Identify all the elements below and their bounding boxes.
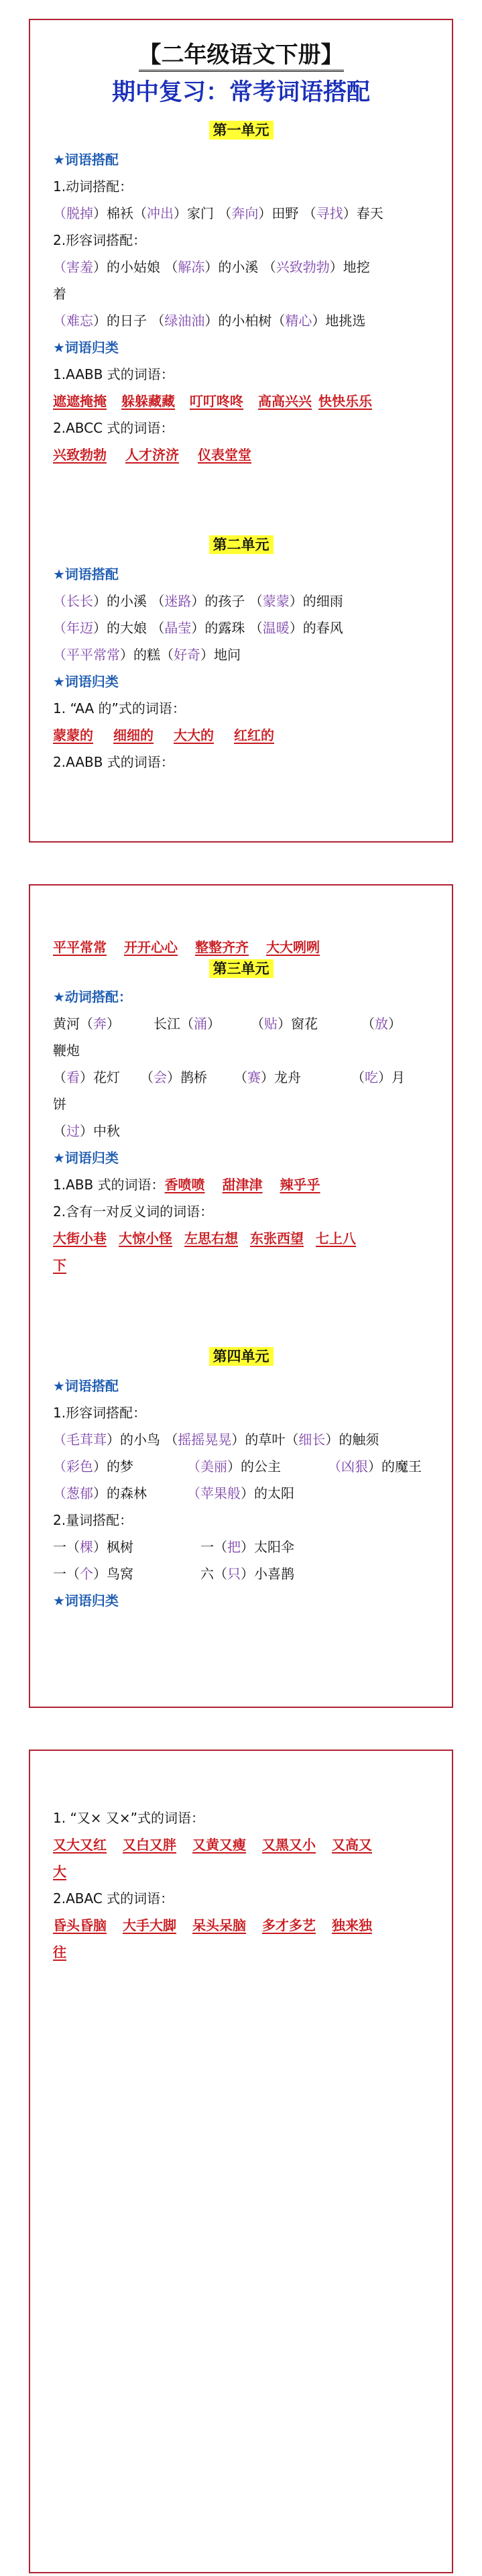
word-item: 高高兴兴 bbox=[258, 393, 312, 409]
word-item: 快快乐乐 bbox=[318, 393, 372, 409]
unit3-verb-line-2-wrap: 饼 bbox=[53, 1096, 66, 1112]
word-item: 呆头呆脑 bbox=[192, 1917, 246, 1933]
word-item: 红红的 bbox=[234, 727, 274, 743]
antonym-words bbox=[53, 1225, 429, 1252]
quantifier-title: 2.量词搭配： bbox=[53, 1512, 133, 1528]
yx-words bbox=[53, 1831, 429, 1858]
word-item: 甜津津 bbox=[222, 1177, 263, 1193]
word-item: 大惊小怪 bbox=[119, 1230, 172, 1246]
abac-words bbox=[53, 1912, 429, 1939]
verb-matching-title: 1.动词搭配： bbox=[53, 178, 133, 195]
word-item: 又黑又小 bbox=[262, 1837, 316, 1853]
word-item: 兴致勃勃 bbox=[53, 447, 107, 463]
abcc-title: 2.ABCC 式的词语： bbox=[53, 420, 174, 436]
adj-matching-title: 1.形容词搭配： bbox=[53, 1405, 147, 1421]
aabb-words bbox=[53, 388, 429, 415]
word-item: 又黄又瘦 bbox=[192, 1837, 246, 1853]
unit-1-heading: 第一单元 bbox=[30, 119, 452, 140]
adj-matching-line-1-wrap: 着 bbox=[53, 286, 66, 302]
yx-title: 1. “又× 又×”式的词语： bbox=[53, 1810, 205, 1826]
word-item: 平平常常 bbox=[53, 939, 107, 955]
unit2-match-line-3: （平平常常）的糕（好奇）地问 bbox=[53, 647, 241, 663]
word-item: 蒙蒙的 bbox=[53, 727, 93, 743]
quantifier-line-2: 一（个）鸟窝 六（只）小喜鹊 bbox=[53, 1566, 294, 1582]
document-page-2 bbox=[29, 884, 453, 1708]
document-subtitle: 期中复习：常考词语搭配 bbox=[111, 79, 370, 106]
unit3-verb-line-1-wrap: 鞭炮 bbox=[53, 1042, 80, 1059]
yx-words-wrap: 大 bbox=[53, 1864, 66, 1880]
word-item: 又白又胖 bbox=[123, 1837, 176, 1853]
word-item: 独来独 bbox=[332, 1917, 372, 1933]
verb-matching-line: （脱掉）棉袄（冲出）家门 （奔向）田野 （寻找）春天 bbox=[53, 205, 383, 221]
document-page-1 bbox=[29, 19, 453, 843]
section-verb-matching: ★动词搭配： bbox=[53, 989, 132, 1005]
antonym-title: 2.含有一对反义词的词语： bbox=[53, 1203, 214, 1220]
section-word-matching: ★词语搭配 bbox=[53, 1378, 119, 1394]
word-item: 仪表堂堂 bbox=[198, 447, 251, 463]
section-word-category: ★词语归类 bbox=[53, 1593, 119, 1609]
section-word-matching: ★词语搭配 bbox=[53, 152, 119, 168]
unit4-adj-line-2: （彩色）的梦 （美丽）的公主 （凶狠）的魔王 bbox=[53, 1458, 422, 1474]
word-item: 遮遮掩掩 bbox=[53, 393, 107, 409]
unit4-adj-line-1: （毛茸茸）的小鸟 （摇摇晃晃）的草叶（细长）的触须 bbox=[53, 1432, 379, 1448]
unit2-match-line-1: （长长）的小溪 （迷路）的孩子 （蒙蒙）的细雨 bbox=[53, 593, 343, 609]
word-item: 又高又 bbox=[332, 1837, 372, 1853]
antonym-words-wrap: 下 bbox=[53, 1257, 66, 1273]
unit-2-heading: 第二单元 bbox=[30, 534, 452, 554]
word-item: 左思右想 bbox=[184, 1230, 238, 1246]
aabb-words bbox=[53, 934, 429, 961]
word-item: 叮叮咚咚 bbox=[190, 393, 243, 409]
adj-matching-line-1: （害羞）的小姑娘 （解冻）的小溪 （兴致勃勃）地挖 bbox=[53, 259, 370, 275]
word-item: 又大又红 bbox=[53, 1837, 107, 1853]
section-word-category: ★词语归类 bbox=[53, 339, 119, 356]
document-page-3 bbox=[29, 1750, 453, 2573]
word-item: 大大的 bbox=[174, 727, 214, 743]
unit2-match-line-2: （年迈）的大娘 （晶莹）的露珠 （温暖）的春风 bbox=[53, 620, 343, 636]
word-item: 东张西望 bbox=[250, 1230, 304, 1246]
abcc-words bbox=[53, 441, 429, 468]
word-item: 开开心心 bbox=[124, 939, 178, 955]
word-item: 细细的 bbox=[113, 727, 154, 743]
unit3-verb-line-2: （看）花灯 （会）鹊桥 （赛）龙舟 （吃）月 bbox=[53, 1069, 405, 1085]
word-item: 多才多艺 bbox=[262, 1917, 316, 1933]
word-item: 昏头昏脑 bbox=[53, 1917, 107, 1933]
unit3-verb-line-3: （过）中秋 bbox=[53, 1123, 120, 1139]
unit4-adj-line-3: （葱郁）的森林 （苹果般）的太阳 bbox=[53, 1485, 294, 1501]
unit3-verb-line-1: 黄河（奔） 长江（涌） （贴）窗花 （放） bbox=[53, 1016, 402, 1032]
adj-matching-line-2: （难忘）的日子 （绿油油）的小柏树（精心）地挑选 bbox=[53, 313, 366, 329]
word-item: 大手大脚 bbox=[123, 1917, 176, 1933]
word-item: 辣乎乎 bbox=[280, 1177, 320, 1193]
word-item: 人才济济 bbox=[125, 447, 179, 463]
abac-title: 2.ABAC 式的词语： bbox=[53, 1890, 174, 1907]
unit-3-heading: 第三单元 bbox=[30, 958, 452, 978]
section-word-category: ★词语归类 bbox=[53, 674, 119, 690]
word-item: 整整齐齐 bbox=[195, 939, 249, 955]
adj-matching-title: 2.形容词搭配： bbox=[53, 232, 147, 248]
section-word-matching: ★词语搭配 bbox=[53, 566, 119, 582]
aa-words bbox=[53, 722, 429, 749]
abb-line: 1.ABB 式的词语：香喷喷 甜津津 辣乎乎 bbox=[53, 1177, 320, 1193]
document-title: 【二年级语文下册】 bbox=[30, 36, 452, 69]
unit-4-heading: 第四单元 bbox=[30, 1346, 452, 1366]
section-word-category: ★词语归类 bbox=[53, 1150, 119, 1166]
aa-title: 1. “AA 的”式的词语： bbox=[53, 700, 186, 716]
quantifier-line-1: 一（棵）枫树 一（把）太阳伞 bbox=[53, 1539, 294, 1555]
word-item: 大大咧咧 bbox=[266, 939, 320, 955]
word-item: 七上八 bbox=[316, 1230, 356, 1246]
word-item: 香喷喷 bbox=[164, 1177, 205, 1193]
abac-words-wrap: 往 bbox=[53, 1944, 66, 1960]
word-item: 躲躲藏藏 bbox=[121, 393, 175, 409]
aabb-title: 2.AABB 式的词语： bbox=[53, 754, 174, 770]
word-item: 大街小巷 bbox=[53, 1230, 107, 1246]
aabb-title: 1.AABB 式的词语： bbox=[53, 366, 174, 382]
